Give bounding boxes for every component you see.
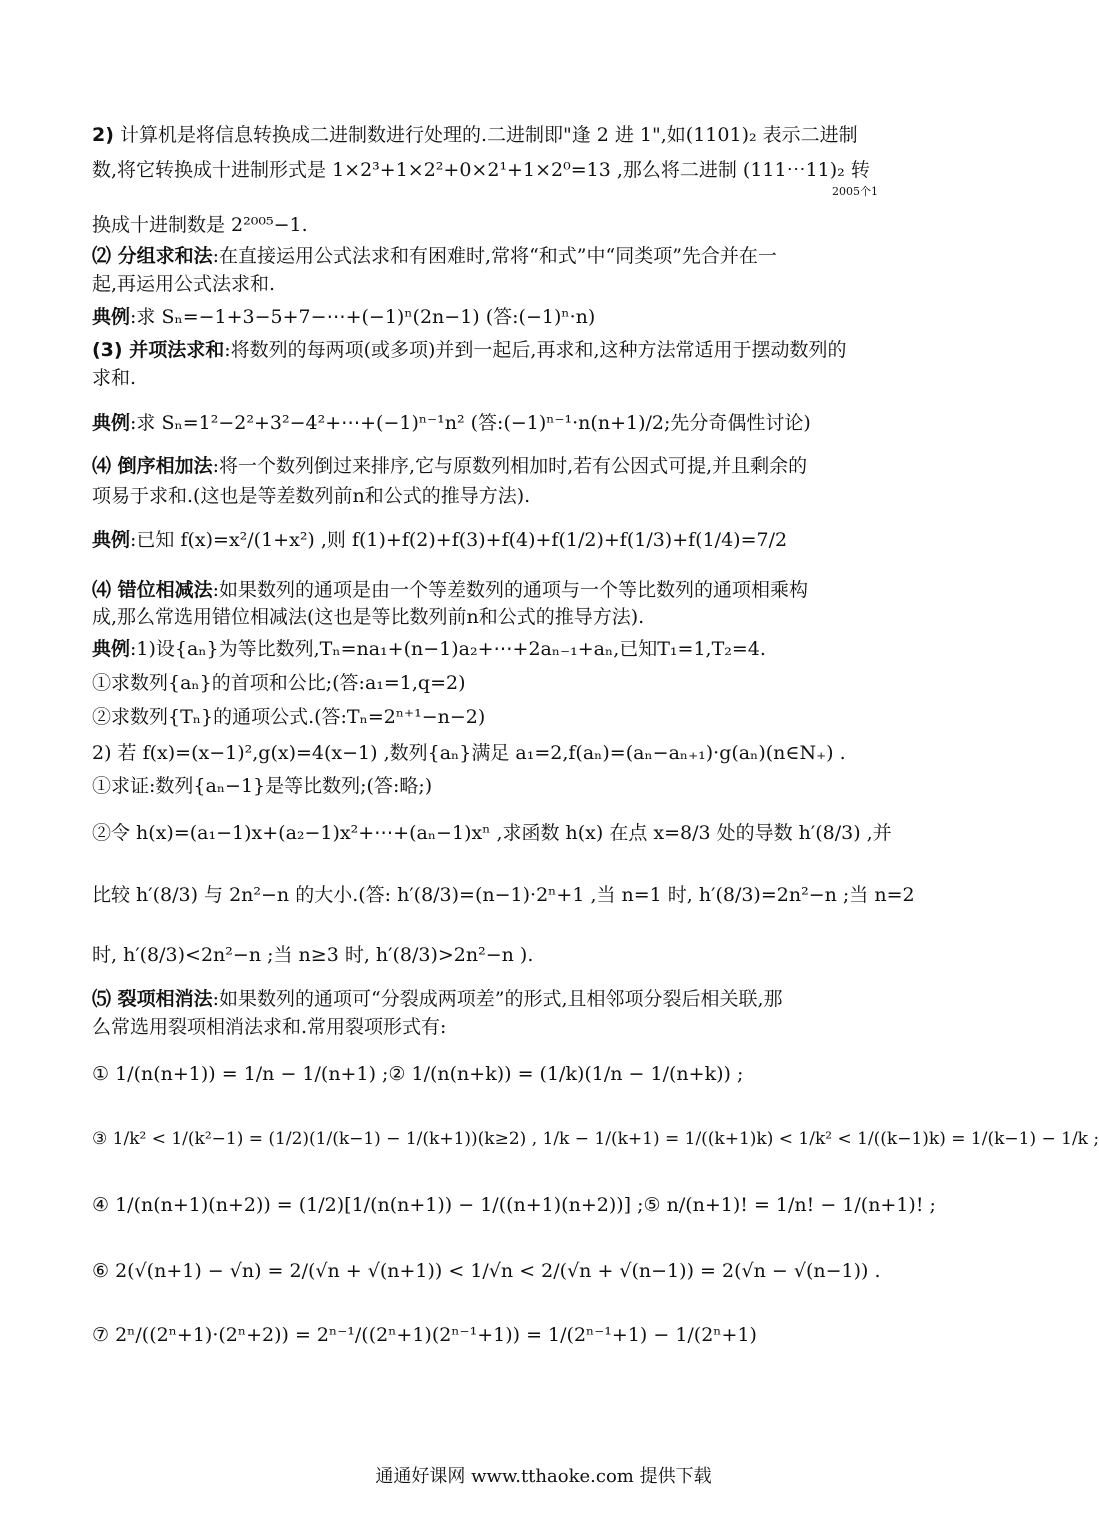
line-text: 时, h′(8/3)<2n²−n ;当 n≥3 时, h′(8/3)>2n²−n ). bbox=[92, 944, 534, 966]
line-text: 起,再运用公式法求和. bbox=[92, 273, 276, 295]
line-text: ① 1/(n(n+1)) = 1/n − 1/(n+1) ;② 1/(n(n+k)) = (1/k)(1/n − 1/(n+k)) ; bbox=[92, 1063, 744, 1085]
text-line bbox=[92, 942, 952, 968]
text-line bbox=[92, 1014, 952, 1040]
section-heading bbox=[92, 986, 952, 1012]
line-text: 比较 h′(8/3) 与 2n²−n 的大小.(答: h′(8/3)=(n−1)·2ⁿ+1 ,当 n=1 时, h′(8/3)=2n²−n ;当 n=2 bbox=[92, 884, 915, 906]
formula-line bbox=[92, 1061, 952, 1087]
section-heading bbox=[92, 243, 952, 269]
line-label: 2) bbox=[92, 124, 114, 146]
line-text: :1)设{aₙ}为等比数列,Tₙ=na₁+(n−1)a₂+⋯+2aₙ₋₁+aₙ,已知T₁=1,T₂=4. bbox=[130, 638, 766, 660]
line-label: 典例 bbox=[92, 638, 131, 660]
text-line bbox=[92, 365, 952, 391]
line-text: :如果数列的通项是由一个等差数列的通项与一个等比数列的通项相乘构 bbox=[212, 579, 809, 601]
line-text: ⑦ 2ⁿ/((2ⁿ+1)·(2ⁿ+2)) = 2ⁿ⁻¹/((2ⁿ+1)(2ⁿ⁻¹+1)) = 1/(2ⁿ⁻¹+1) − 1/(2ⁿ+1) bbox=[92, 1324, 757, 1346]
formula-line bbox=[92, 1192, 952, 1218]
text-line bbox=[92, 604, 952, 630]
page-footer: 通通好课网 www.tthaoke.com 提供下载 bbox=[375, 1466, 712, 1487]
section-heading bbox=[92, 337, 952, 363]
line-text: ①求数列{aₙ}的首项和公比;(答:a₁=1,q=2) bbox=[92, 672, 466, 694]
line-text: :将数列的每两项(或多项)并到一起后,再求和,这种方法常适用于摆动数列的 bbox=[224, 339, 847, 361]
line-text: 成,那么常选用错位相减法(这也是等比数列前n和公式的推导方法). bbox=[92, 606, 645, 628]
line-label: 典例 bbox=[92, 306, 131, 328]
text-line bbox=[92, 820, 952, 846]
line-text: ①求证:数列{aₙ−1}是等比数列;(答:略;) bbox=[92, 775, 433, 797]
line-label: ⑷ 倒序相加法 bbox=[92, 455, 213, 477]
text-line bbox=[92, 773, 952, 799]
line-text: 2005个1 bbox=[832, 185, 878, 198]
line-text: 换成十进制数是 2²⁰⁰⁵−1. bbox=[92, 214, 308, 236]
line-text: ②求数列{Tₙ}的通项公式.(答:Tₙ=2ⁿ⁺¹−n−2) bbox=[92, 706, 486, 728]
example-line bbox=[92, 527, 952, 553]
line-text: ⑥ 2(√(n+1) − √n) = 2/(√n + √(n+1)) < 1/√n < 2/(√n + √(n−1)) = 2(√n − √(n−1)) . bbox=[92, 1260, 881, 1282]
section-heading bbox=[92, 453, 952, 479]
example-line bbox=[92, 410, 952, 436]
text-line bbox=[92, 157, 952, 183]
line-text: :如果数列的通项可“分裂成两项差”的形式,且相邻项分裂后相关联,那 bbox=[212, 988, 783, 1010]
text-line bbox=[92, 122, 952, 148]
line-text: 项易于求和.(这也是等差数列前n和公式的推导方法). bbox=[92, 485, 531, 507]
example-line bbox=[92, 636, 952, 662]
line-label: 典例 bbox=[92, 412, 131, 434]
text-line bbox=[92, 212, 952, 238]
line-text: :已知 f(x)=x²/(1+x²) ,则 f(1)+f(2)+f(3)+f(4)+f(1/2)+f(1/3)+f(1/4)=7/2 bbox=[130, 529, 788, 551]
text-line bbox=[92, 670, 952, 696]
section-heading bbox=[92, 577, 952, 603]
line-text: ④ 1/(n(n+1)(n+2)) = (1/2)[1/(n(n+1)) − 1/((n+1)(n+2))] ;⑤ n/(n+1)! = 1/n! − 1/(n+1)! ; bbox=[92, 1194, 936, 1216]
formula-line bbox=[92, 1322, 952, 1348]
line-label: ⑵ 分组求和法 bbox=[92, 245, 213, 267]
formula-line bbox=[92, 1258, 952, 1284]
line-text: ③ 1/k² < 1/(k²−1) = (1/2)(1/(k−1) − 1/(k+1))(k≥2) , 1/k − 1/(k+1) = 1/((k+1)k) < 1/k² < 1/((k−1)k) = 1/(k−1) − 1/k ; bbox=[92, 1129, 1099, 1149]
text-line bbox=[92, 483, 952, 509]
line-text: 2) 若 f(x)=(x−1)²,g(x)=4(x−1) ,数列{aₙ}满足 a₁=2,f(aₙ)=(aₙ−aₙ₊₁)·g(aₙ)(n∈N₊) . bbox=[92, 742, 846, 764]
line-label: 典例 bbox=[92, 529, 131, 551]
text-line bbox=[92, 704, 952, 730]
line-text: :将一个数列倒过来排序,它与原数列相加时,若有公因式可提,并且剩余的 bbox=[212, 455, 808, 477]
text-line bbox=[92, 740, 952, 766]
text-line bbox=[92, 882, 952, 908]
line-text: :求 Sₙ=1²−2²+3²−4²+⋯+(−1)ⁿ⁻¹n² (答:(−1)ⁿ⁻¹·n(n+1)/2;先分奇偶性讨论) bbox=[130, 412, 811, 434]
line-text: ②令 h(x)=(a₁−1)x+(a₂−1)x²+⋯+(aₙ−1)xⁿ ,求函数 h(x) 在点 x=8/3 处的导数 h′(8/3) ,并 bbox=[92, 822, 892, 844]
line-text: 数,将它转换成十进制形式是 1×2³+1×2²+0×2¹+1×2⁰=13 ,那么将二进制 (111⋯11)₂ 转 bbox=[92, 159, 870, 181]
line-text: :求 Sₙ=−1+3−5+7−⋯+(−1)ⁿ(2n−1) (答:(−1)ⁿ·n) bbox=[130, 306, 596, 328]
line-text: 么常选用裂项相消法求和.常用裂项形式有: bbox=[92, 1016, 447, 1038]
underbrace-note bbox=[832, 185, 912, 199]
line-label: ⑸ 裂项相消法 bbox=[92, 988, 213, 1010]
line-label: ⑷ 错位相减法 bbox=[92, 579, 213, 601]
line-text: 计算机是将信息转换成二进制数进行处理的.二进制即"逢 2 进 1",如(1101)₂ 表示二进制 bbox=[113, 124, 858, 146]
line-label: (3) 并项法求和 bbox=[92, 339, 225, 361]
example-line bbox=[92, 304, 952, 330]
text-line bbox=[92, 271, 952, 297]
line-text: :在直接运用公式法求和有困难时,常将“和式”中“同类项”先合并在一 bbox=[212, 245, 777, 267]
line-text: 求和. bbox=[92, 367, 137, 389]
formula-line bbox=[92, 1126, 1099, 1152]
